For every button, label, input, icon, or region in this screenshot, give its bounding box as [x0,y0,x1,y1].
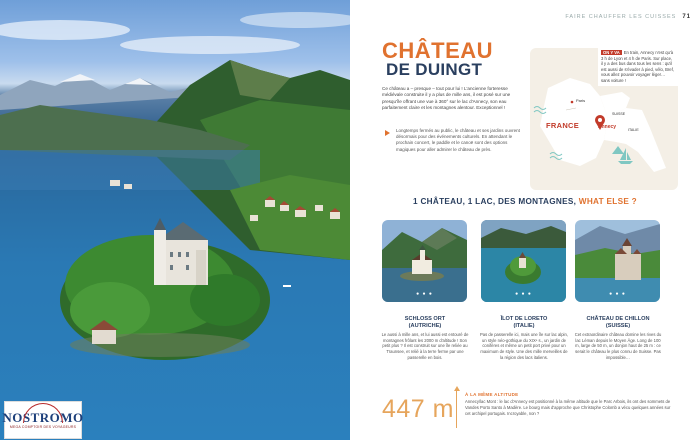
caption-title: CHÂTEAU DE CHILLON [586,316,650,322]
title-line-2: DE DUINGT [386,60,483,79]
section-title [350,197,700,206]
carousel-dots: ● ● ● [609,291,626,297]
caption-ilot-de-loreto [479,316,569,360]
carousel-dots: ● ● ● [416,291,433,297]
map-label-france: FRANCE [546,121,580,130]
caption-title: SCHLOSS ORT [404,316,446,322]
card-photo-schloss-ort [382,220,467,302]
stat-text: Annecy/lac Mont : le lac d'Annecy est positionné à la même altitude que le Parc Arbois, ils ont des sommets de Vandes Porto Santo à Madère. Le bourg mais d'approche que Christophe Colomb a vécu quelques années sur cet archipel portugais. Incroyable, non ? [465,399,671,416]
caption-country: (ITALIE) [513,322,535,329]
altitude-figure: 447 m [382,395,454,423]
card-photo-chillon [575,220,660,302]
running-header [565,14,691,20]
ilot-loreto-illustration [481,220,566,302]
chillon-illustration [575,220,660,302]
travel-info-box [598,48,678,86]
caption-title: ÎLOT DE LORETO [500,316,548,322]
publisher-logo [4,401,82,439]
page-number: 71 [682,14,691,20]
carousel-dots: ● ● ● [515,291,532,297]
card-photo-ilot-de-loreto [481,220,566,302]
title-line-1: CHÂTEAU [382,38,494,63]
caption-text: Cet extraordinaire château domine les rives du lac Léman depuis le Moyen Âge. Long de 100 m, large de 50 m, un donjon haut de 25 m : ce serait le château le plus connu de Suisse. Pas impossible… [574,332,662,360]
section-title-accent: WHAT ELSE ? [578,197,637,206]
map-label-italie: ITALIE [628,128,639,132]
logo-subtitle: MEGA COMPTOIR DES VOYAGEURS [9,425,77,429]
text-page [350,0,700,440]
logo-ring-icon [23,403,63,423]
map-label-paris: Paris [576,98,586,103]
badge-text: En train, Annecy n'est qu'à 3 h de Lyon et 4 h de Paris. Sur place, il y a des bus dans tous les sens : qu'il est aussi de s'évader à pied, vélo, Bref, vous allez pouvoir voyager léger… sans voiture ! [601,50,674,83]
note-paragraph: Longtemps fermés au public, le château et ses jardins ouvrent désormais pour des événements culturels. En attendant le prochain concert, le paddle et le canoë sont des options magiques pour aller admirer le château de près. [396,128,520,152]
caption-text: Le aussi à mille ans, et lui aussi est entouré de montagnes frôlant les 2000 m d'altitude ! Son petit plus ? Il est construit sur une île reliée au Traunsee, et relié à la terre ferme par une passerelle en bois. [381,332,469,360]
logo-name: NOSTROMO [2,410,84,425]
caption-schloss-ort [380,316,470,360]
section-name: FAIRE CHAUFFER LES CUISSES [565,14,677,20]
stat-heading: À LA MÊME ALTITUDE [465,392,519,397]
caption-text: Pas de passerelle ici, mais une île sur lac alpin, un style néo-gothique du XIXᵉ s., un jardin de conifères et même un petit port privé pour un maximum de style. Une des mille merveilles de la région des lacs italiens. [480,332,568,360]
map-label-annecy: Annecy [598,124,617,130]
play-arrow-icon [385,130,390,136]
caption-country: (SUISSE) [605,322,631,329]
intro-paragraph: Ce château a – presque – tout pour lui ! L'ancienne forteresse médiévale construite il y a plus de mille ans, il est posé sur une presqu'île offrant une vue à 360° sur le lac d'Annecy, son eau parfaitement claire et les montagnes alentour. Exceptionnel ! [382,86,511,111]
caption-country: (AUTRICHE) [408,322,442,329]
schloss-ort-illustration [382,220,467,302]
divider-line [456,390,457,428]
caption-chillon [573,316,663,360]
section-title-prefix: 1 CHÂTEAU, 1 LAC, DES MONTAGNES, [413,197,579,206]
badge-tag: ON Y VA [603,50,620,55]
map-label-suisse: SUISSE [612,112,626,116]
